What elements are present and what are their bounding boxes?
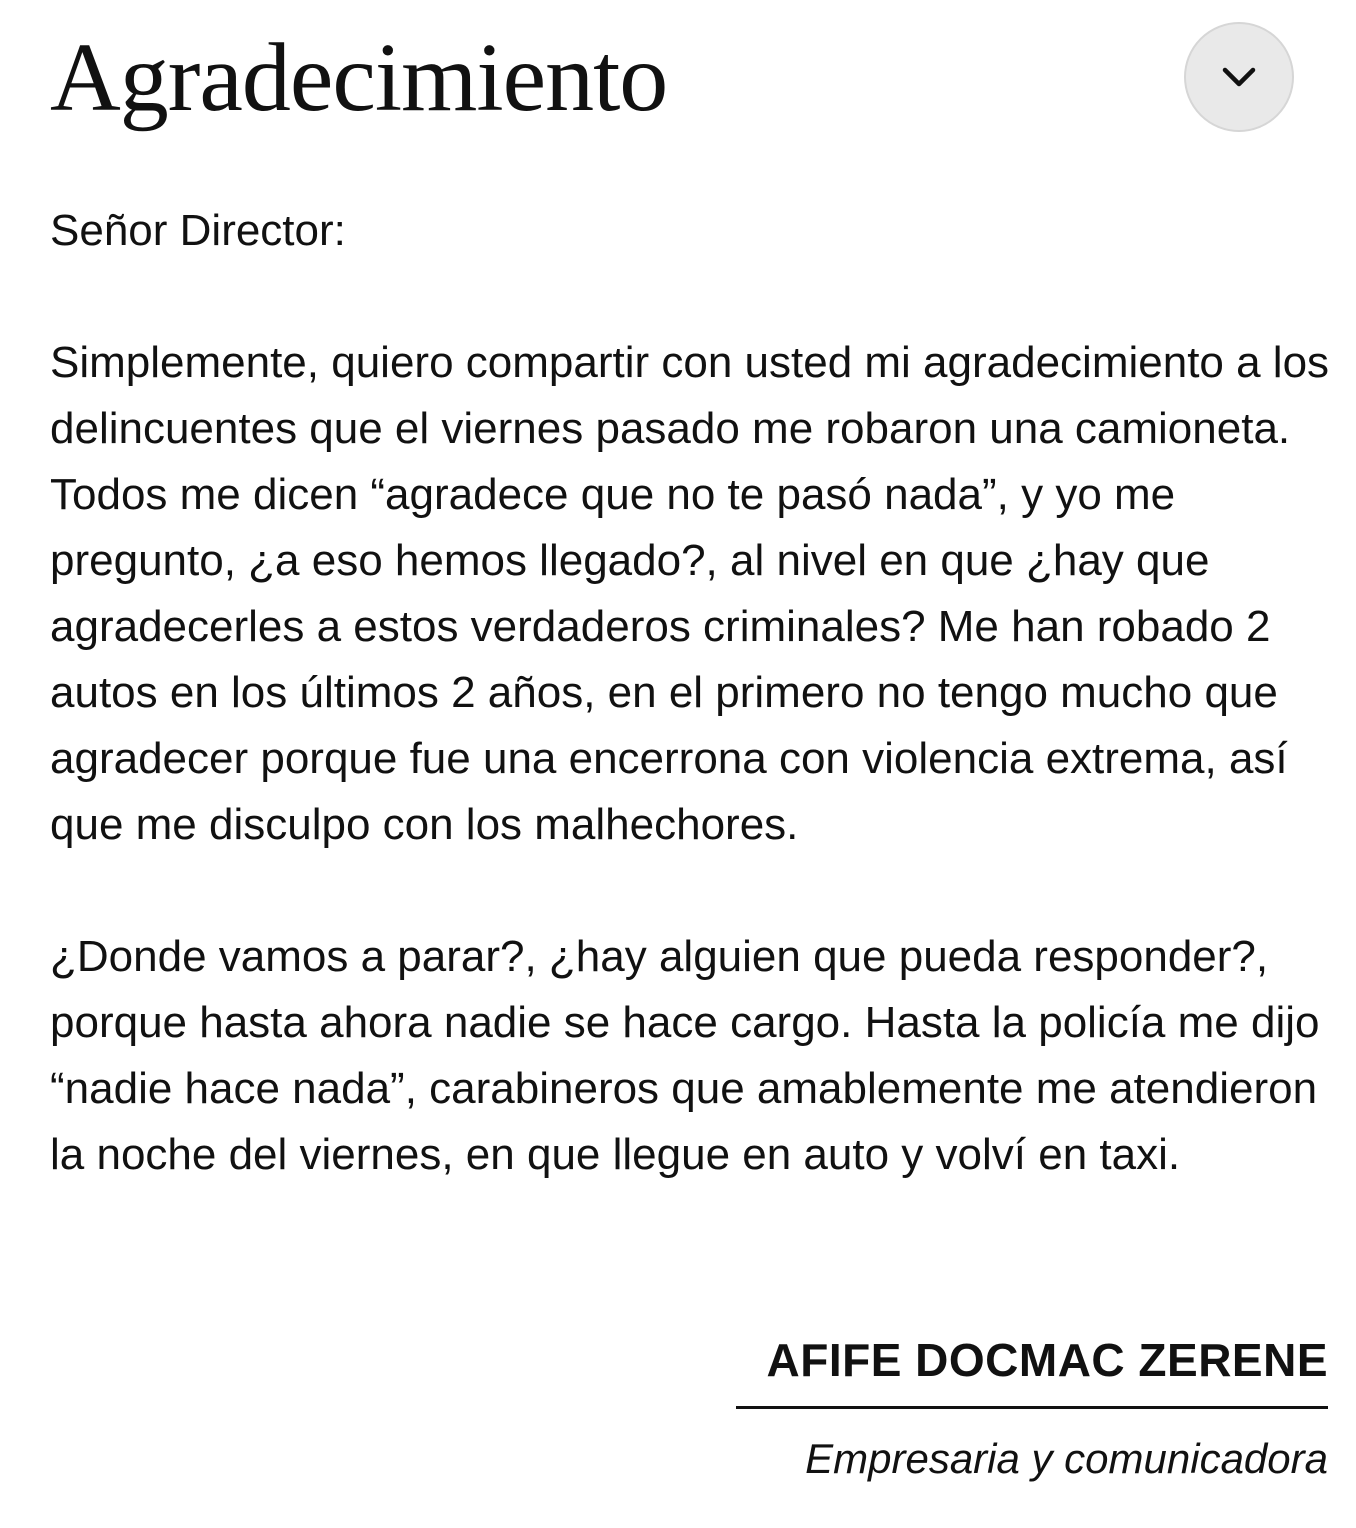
signature-block — [736, 1328, 1328, 1491]
paragraph: ¿Donde vamos a parar?, ¿hay alguien que pueda responder?, porque hasta ahora nadie se hace cargo. Hasta la policía me dijo “nadie hace nada”, carabineros que amablemente me atendieron la noche del viernes, en que llegue en auto y volví en taxi. — [50, 932, 1320, 1179]
expand-button[interactable] — [1184, 22, 1294, 132]
paragraph: Simplemente, quiero compartir con usted mi agradecimiento a los delincuentes que el viernes pasado me robaron una camioneta. Todos me dicen “agradece que no te pasó nada”, y yo me pregunto, ¿a eso hemos llegado?, al nivel en que ¿hay que agradecerles a estos verdaderos criminales? Me han robado 2 autos en los últimos 2 años, en el primero no tengo mucho que agradecer porque fue una encerrona con violencia extrema, así que me disculpo con los malhechores. — [50, 338, 1330, 849]
salutation: Señor Director: — [50, 206, 346, 255]
letter-body — [50, 198, 1340, 1254]
signature-divider — [736, 1406, 1328, 1409]
page-title: Agradecimiento — [50, 24, 668, 132]
author-role: Empresaria y comunicadora — [805, 1435, 1328, 1482]
author-name: AFIFE DOCMAC ZERENE — [766, 1334, 1328, 1386]
chevron-down-icon — [1217, 55, 1261, 99]
